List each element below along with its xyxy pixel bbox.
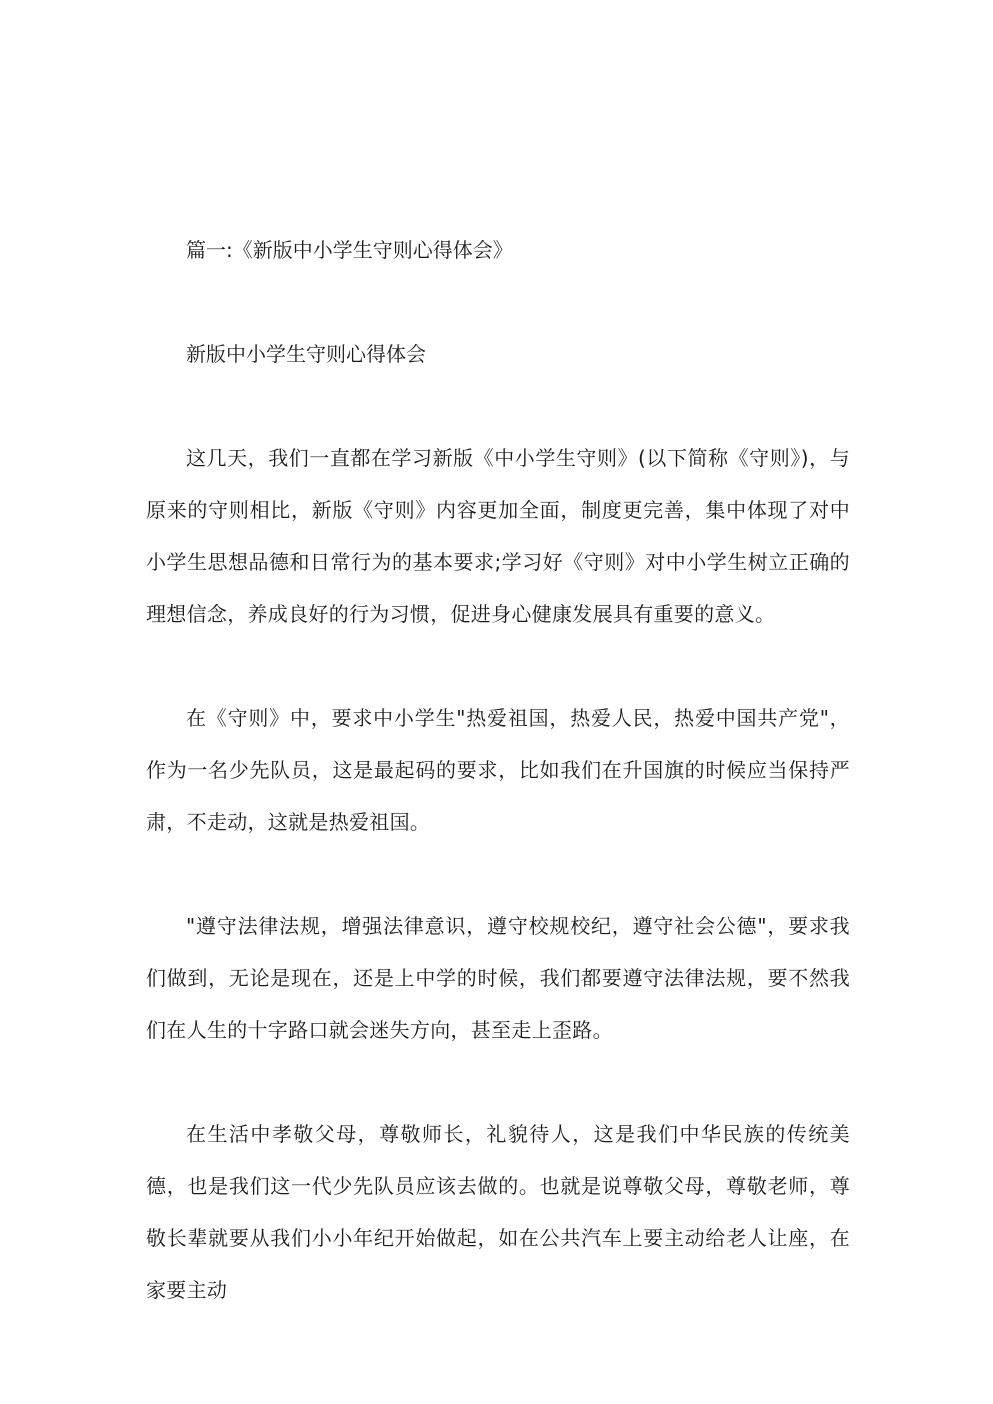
section-title: 篇一:《新版中小学生守则心得体会》 [186, 238, 513, 262]
paragraph-2: 在《守则》中，要求中小学生"热爱祖国，热爱人民，热爱中国共产党"，作为一名少先队员，这是最起码的要求，比如我们在升国旗的时候应当保持严肃，不走动，这就是热爱祖国。 [146, 706, 850, 834]
paragraph-3: "遵守法律法规，增强法律意识，遵守校规校纪，遵守社会公德"，要求我们做到，无论是现在，还是上中学的时候，我们都要遵守法律法规，要不然我们在人生的十字路口就会迷失方向，甚至走上歪路。 [146, 914, 850, 1042]
paragraph-4: 在生活中孝敬父母，尊敬师长，礼貌待人，这是我们中华民族的传统美德，也是我们这一代少先队员应该去做的。也就是说尊敬父母，尊敬老师，尊敬长辈就要从我们小小年纪开始做起，如在公共汽车上要主动给老人让座，在家要主动 [146, 1122, 850, 1302]
paragraph-1: 这几天，我们一直都在学习新版《中小学生守则》(以下简称《守则》)，与原来的守则相比，新版《守则》内容更加全面，制度更完善，集中体现了对中小学生思想品德和日常行为的基本要求;学习好《守则》对中小学生树立正确的理想信念，养成良好的行为习惯，促进身心健康发展具有重要的意义。 [146, 446, 850, 626]
document-body [146, 232, 850, 1316]
article-title: 新版中小学生守则心得体会 [186, 342, 426, 366]
